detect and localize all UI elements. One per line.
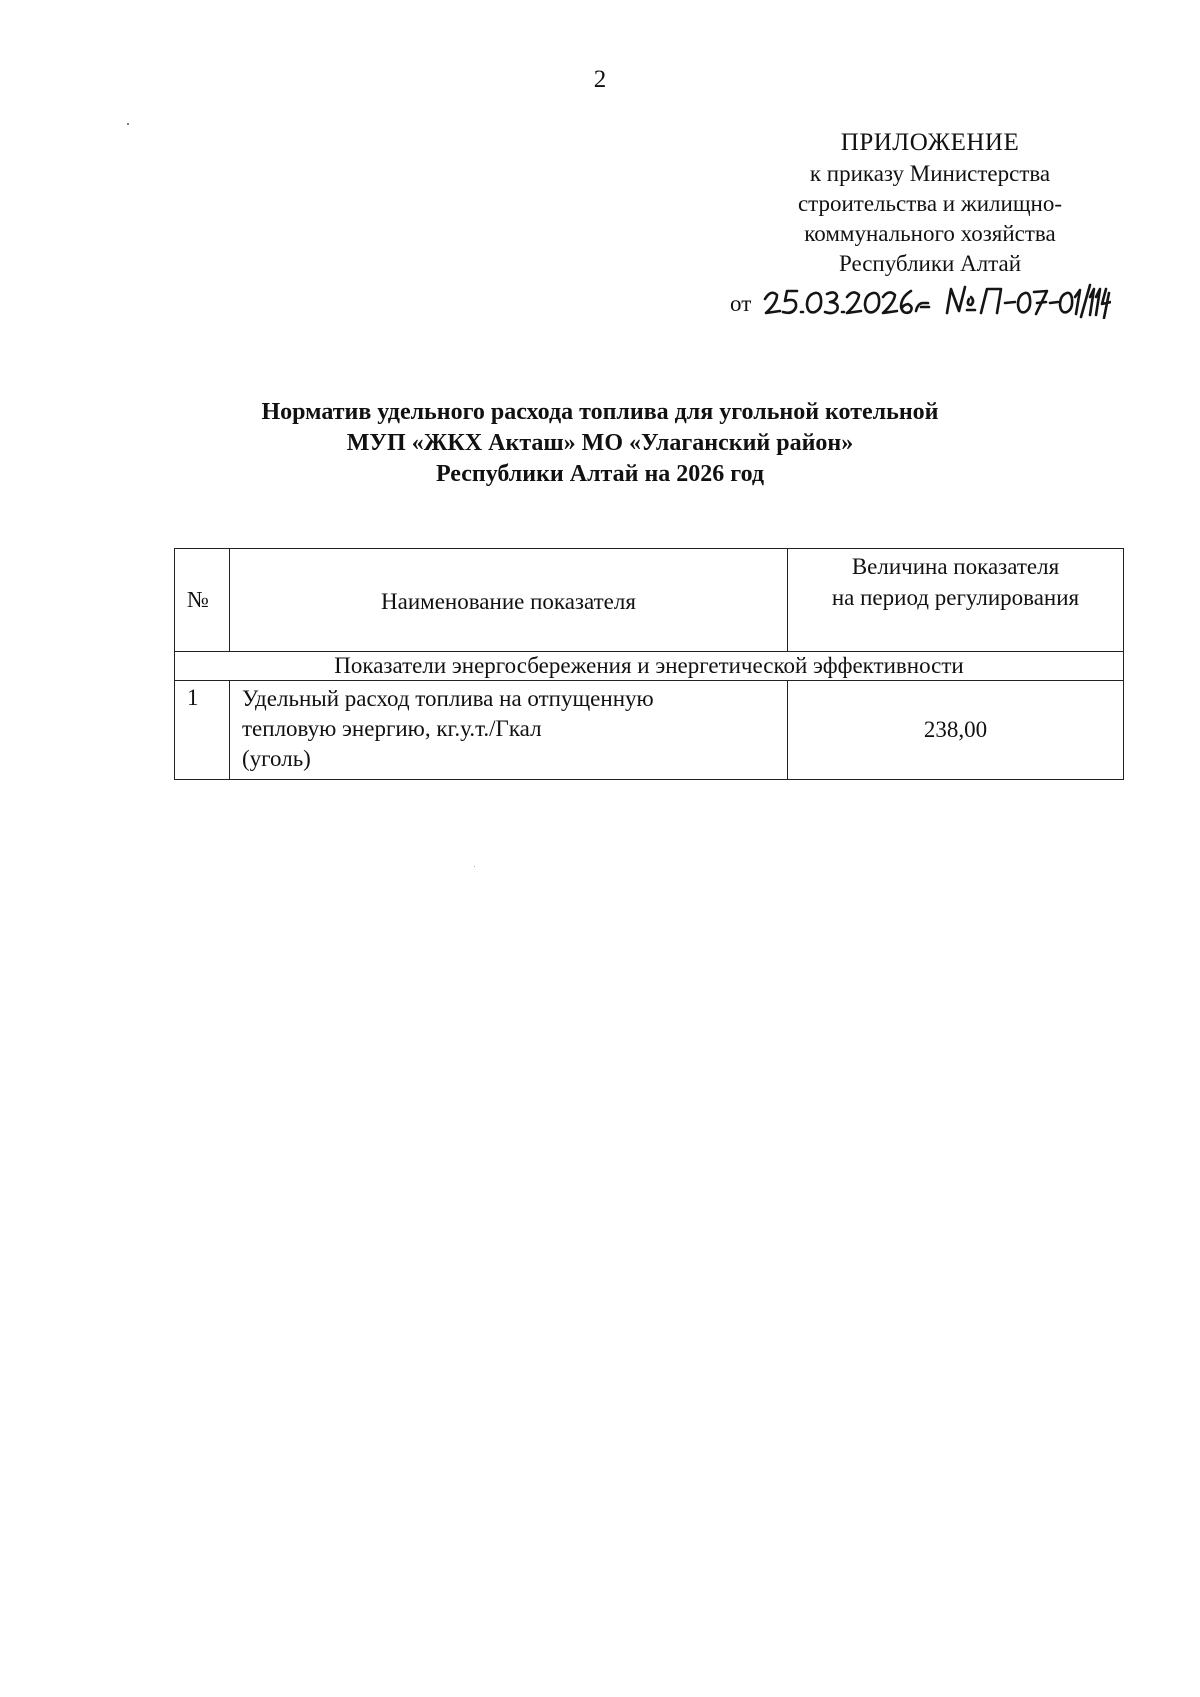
table-header-row [175, 549, 1124, 652]
date-prefix: от [730, 291, 752, 316]
scan-speck [474, 866, 475, 867]
handwritten-date-number [763, 277, 1111, 319]
table-row [175, 681, 1124, 780]
appendix-heading: ПРИЛОЖЕНИЕ [840, 129, 1020, 156]
appendix-line: коммунального хозяйства [804, 221, 1056, 246]
title-line: МУП «ЖКХ Акташ» МО «Улаганский район» [346, 430, 854, 456]
title-line: Республики Алтай на 2026 год [435, 461, 765, 487]
header-name: Наименование показателя [230, 549, 788, 652]
header-value [788, 549, 1124, 652]
row-name-line: тепловую энергию, кг.у.т./Гкал [242, 716, 542, 741]
order-date-number [730, 279, 1130, 323]
appendix-line: к приказу Министерства [809, 161, 1051, 186]
appendix-line: строительства и жилищно- [797, 191, 1063, 216]
appendix-line: Республики Алтай [838, 251, 1022, 276]
normative-table [174, 548, 1124, 780]
document-title [160, 397, 1040, 490]
row-name-line: Удельный расход топлива на отпущенную [242, 686, 654, 711]
scan-speck [127, 123, 129, 125]
appendix-block [730, 126, 1130, 323]
title-line: Норматив удельного расхода топлива для угольной котельной [261, 399, 939, 425]
row-name [230, 681, 788, 780]
section-title: Показатели энергосбережения и энергетической эффективности [175, 652, 1124, 681]
header-value-line: на период регулирования [831, 585, 1080, 610]
page-number: 2 [593, 66, 607, 93]
table-section-row [175, 652, 1124, 681]
row-number: 1 [175, 681, 230, 780]
row-name-line: (уголь) [242, 746, 311, 771]
header-number: № [175, 549, 230, 652]
row-value: 238,00 [788, 681, 1124, 780]
header-value-line: Величина показателя [851, 554, 1060, 579]
